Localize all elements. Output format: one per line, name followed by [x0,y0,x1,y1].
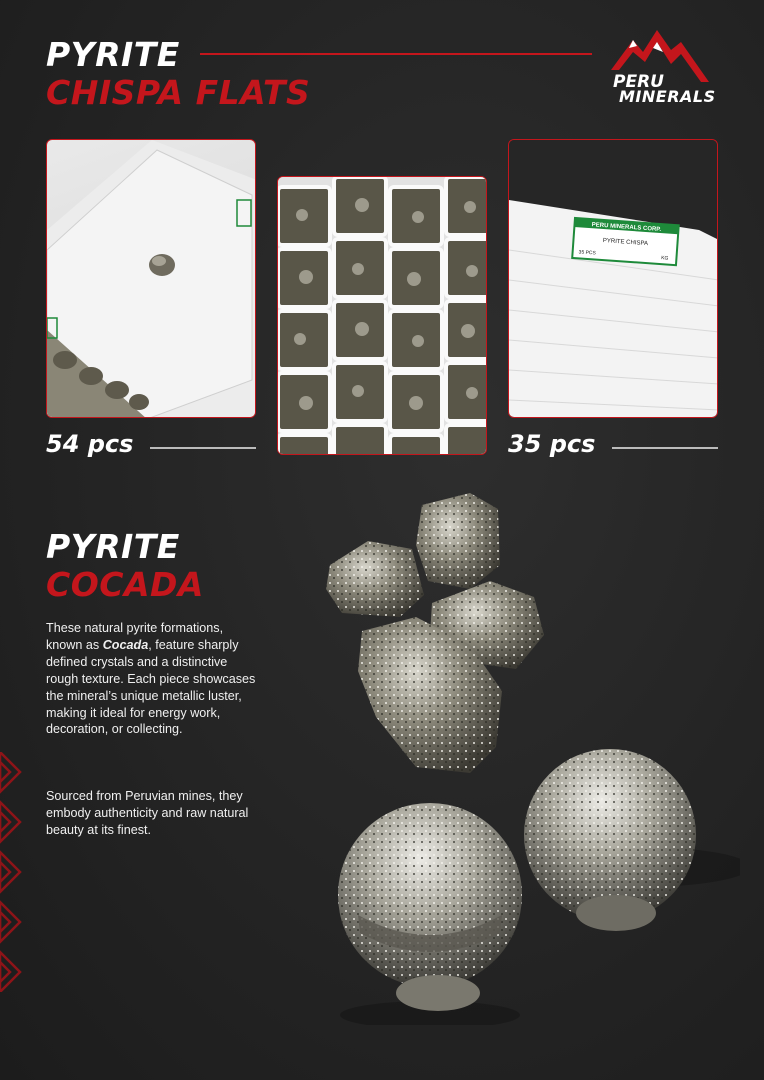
count-divider-left [150,447,256,449]
peru-minerals-logo [605,26,715,108]
count-label-left: 54 pcs [46,430,134,458]
box-label-company: PERU MINERALS CORP. [591,222,662,234]
photo-flat-box-35 [508,139,718,418]
photo-flat-box-54 [46,139,256,418]
description-text-start: These natural pyrite formations, known as [46,621,224,652]
description-paragraph [46,620,256,738]
box-label-product: PYRITE CHISPA [602,238,649,248]
description-text-end: , feature sharply defined crystals and a distinctive rough texture. Each piece showcases the mineral’s unique metallic luster, making it ideal for energy work, decoration, or collecting. [46,637,256,737]
box-label-qty: 35 PCS [578,249,597,257]
diamond-pattern-decoration [0,752,34,992]
description-emphasis: Cocada [102,637,149,652]
box-label-kg: KG [660,255,669,262]
section-title-line2: CHISPA FLATS [46,73,311,112]
count-divider-right [612,447,718,449]
section-title-line1: PYRITE [46,35,180,74]
section2-title-line2: COCADA [46,565,204,604]
origin-paragraph: Sourced from Peruvian mines, they embody authenticity and raw natural beauty at its finest. [46,789,249,837]
photo-pyrite-grid [277,176,487,455]
section2-title-line1: PYRITE [46,527,180,566]
logo-word-minerals: MINERALS [619,87,716,106]
count-label-right: 35 pcs [508,430,596,458]
title-divider [200,53,592,55]
pyrite-cocada-stones-image [320,485,740,1025]
logo-word-peru: PERU [613,72,664,92]
